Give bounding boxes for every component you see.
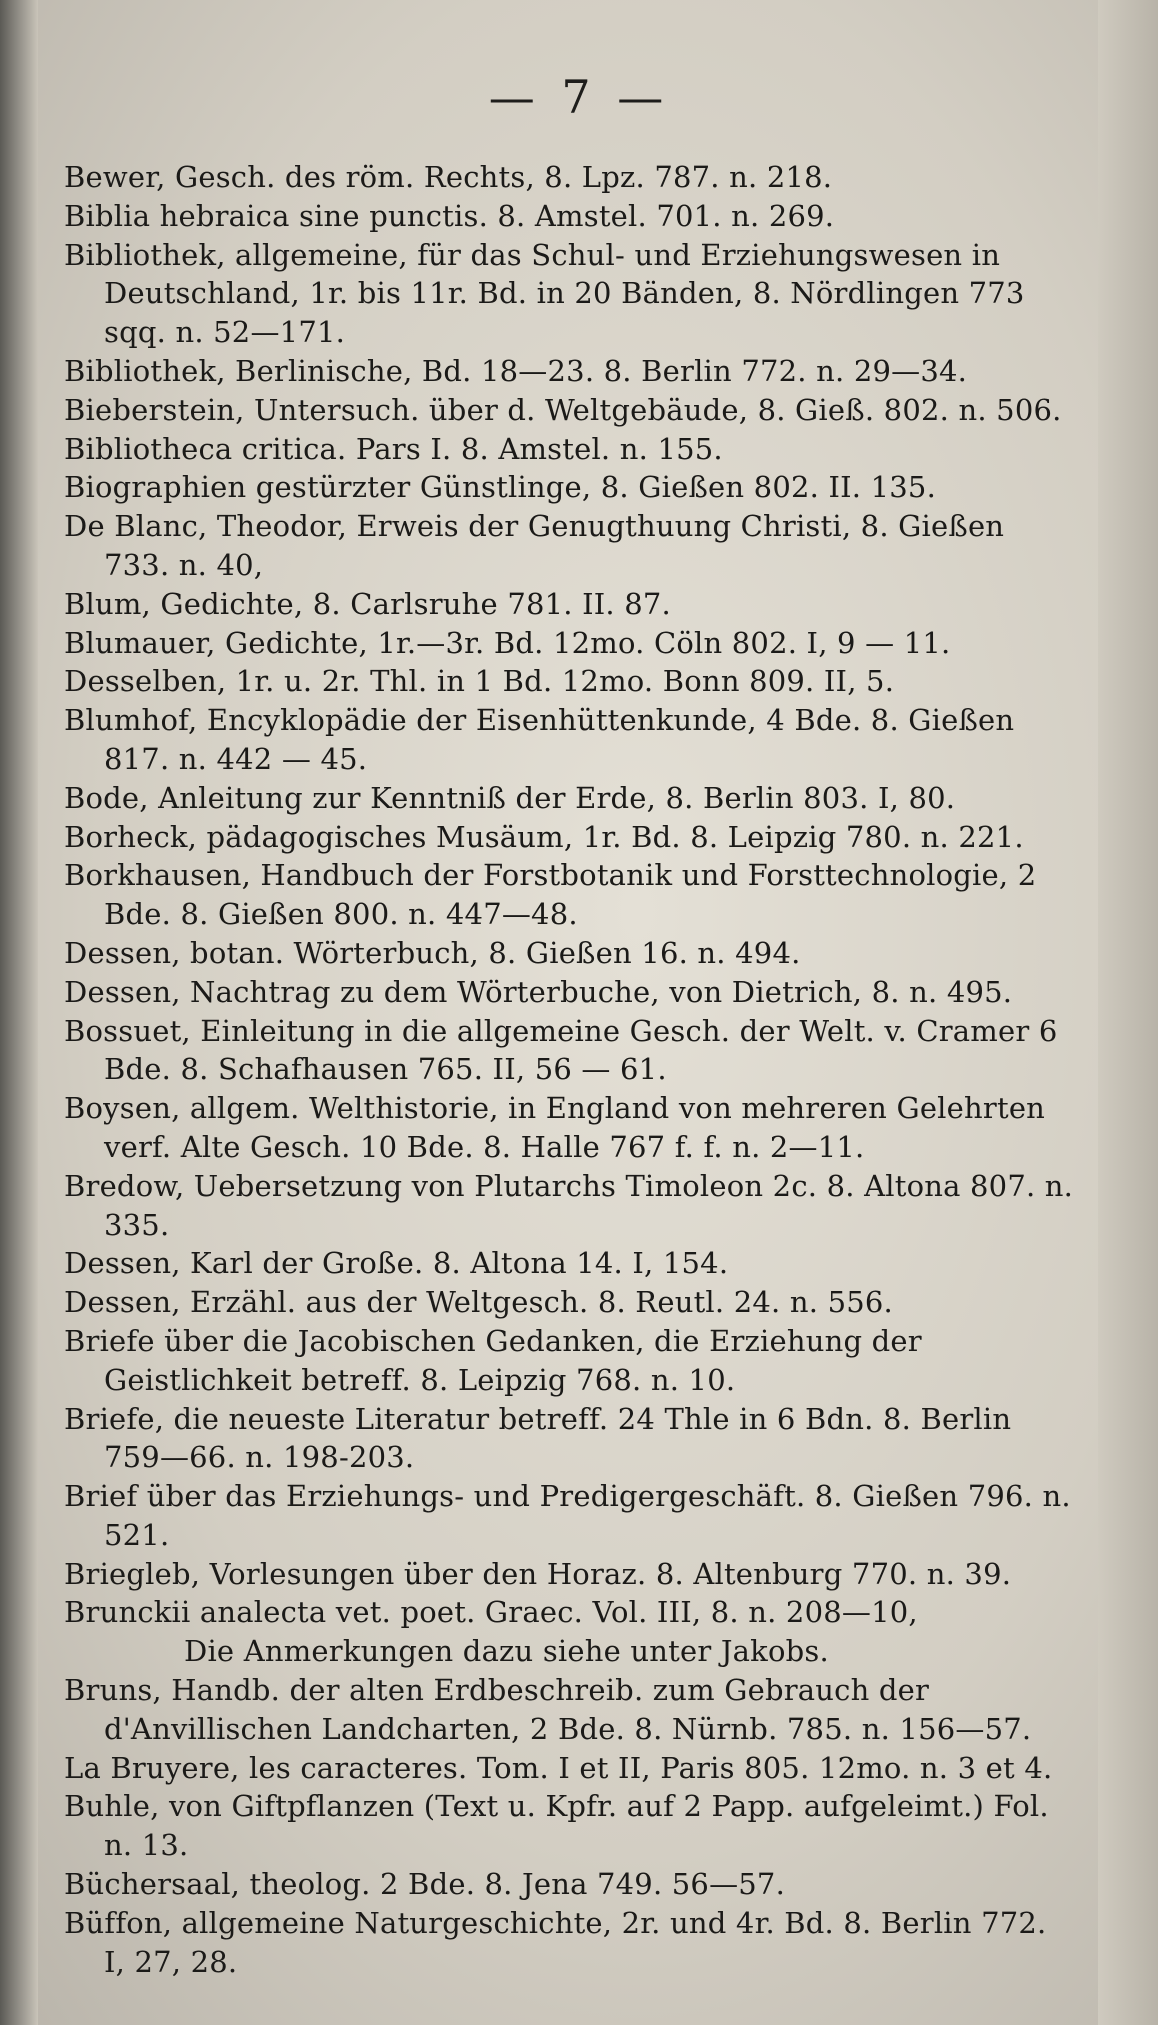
catalog-entry: Buhle, von Giftpflanzen (Text u. Kpfr. auf 2 Papp. aufgeleimt.) Fol. n. 13.	[64, 1789, 1049, 1863]
catalog-entry: Blumauer, Gedichte, 1r.—3r. Bd. 12mo. Cöln 802. I, 9 — 11.	[64, 625, 951, 660]
catalog-entry: Bibliothek, Berlinische, Bd. 18—23. 8. Berlin 772. n. 29—34.	[64, 353, 968, 388]
catalog-entry: Blumhof, Encyklopädie der Eisenhüttenkunde, 4 Bde. 8. Gießen 817. n. 442 — 45.	[64, 703, 1015, 776]
page-gutter-shadow	[0, 0, 38, 2025]
catalog-entry: Bieberstein, Untersuch. über d. Weltgebäude, 8. Gieß. 802. n. 506.	[64, 392, 1062, 427]
page-number: — 7 —	[488, 70, 670, 124]
catalog-entry: Dessen, Karl der Große. 8. Altona 14. I, 154.	[64, 1246, 729, 1281]
catalog-entry: Bossuet, Einleitung in die allgemeine Gesch. der Welt. v. Cramer 6 Bde. 8. Schafhausen 765. II, 56 — 61.	[64, 1013, 1058, 1087]
catalog-entry: Briefe über die Jacobischen Gedanken, die Erziehung der Geistlichkeit betreff. 8. Leipzig 768. n. 10.	[64, 1323, 922, 1397]
catalog-entry: Büchersaal, theolog. 2 Bde. 8. Jena 749. 56—57.	[64, 1867, 786, 1902]
catalog-entry: Biblia hebraica sine punctis. 8. Amstel. 701. n. 269.	[64, 198, 835, 233]
catalog-entry: De Blanc, Theodor, Erweis der Genugthuung Christi, 8. Gießen 733. n. 40,	[64, 509, 1005, 582]
catalog-entry: Briefe, die neueste Literatur betreff. 24 Thle in 6 Bdn. 8. Berlin 759—66. n. 198-203.	[64, 1401, 1012, 1475]
catalog-entry: Dessen, Erzähl. aus der Weltgesch. 8. Reutl. 24. n. 556.	[64, 1285, 893, 1320]
catalog-entry: Bredow, Uebersetzung von Plutarchs Timoleon 2c. 8. Altona 807. n. 335.	[64, 1168, 1074, 1242]
catalog-entry: Desselben, 1r. u. 2r. Thl. in 1 Bd. 12mo. Bonn 809. II, 5.	[64, 664, 895, 699]
catalog-entry: Briegleb, Vorlesungen über den Horaz. 8. Altenburg 770. n. 39.	[64, 1556, 1012, 1591]
catalog-entry: Borheck, pädagogisches Musäum, 1r. Bd. 8. Leipzig 780. n. 221.	[64, 819, 1024, 854]
catalog-entry: Bewer, Gesch. des röm. Rechts, 8. Lpz. 787. n. 218.	[64, 160, 833, 194]
catalog-entry-list	[64, 158, 1074, 1981]
catalog-entry: Bibliothek, allgemeine, für das Schul- und Erziehungswesen in Deutschland, 1r. bis 11r. Bd. in 20 Bänden, 8. Nördlingen 773 sqq. n. 52—171.	[64, 237, 1025, 350]
catalog-entry: Brunckii analecta vet. poet. Graec. Vol. III, 8. n. 208—10,	[64, 1595, 918, 1630]
catalog-entry: Borkhausen, Handbuch der Forstbotanik und Forsttechnologie, 2 Bde. 8. Gießen 800. n. 447—48.	[64, 858, 1037, 932]
catalog-entry: Boysen, allgem. Welthistorie, in England von mehreren Gelehrten verf. Alte Gesch. 10 Bde. 8. Halle 767 f. f. n. 2—11.	[64, 1091, 1046, 1164]
catalog-entry: Bibliotheca critica. Pars I. 8. Amstel. n. 155.	[64, 431, 723, 466]
catalog-entry: Blum, Gedichte, 8. Carlsruhe 781. II. 87.	[64, 586, 671, 621]
catalog-entry: Dessen, botan. Wörterbuch, 8. Gießen 16. n. 494.	[64, 935, 801, 970]
catalog-entry: Büffon, allgemeine Naturgeschichte, 2r. und 4r. Bd. 8. Berlin 772. I, 27, 28.	[64, 1905, 1047, 1979]
catalog-entry-note: Die Anmerkungen dazu siehe unter Jakobs.	[184, 1634, 829, 1669]
catalog-entry: La Bruyere, les caracteres. Tom. I et II, Paris 805. 12mo. n. 3 et 4.	[64, 1750, 1053, 1785]
catalog-entry: Biographien gestürzter Günstlinge, 8. Gießen 802. II. 135.	[64, 470, 936, 505]
catalog-entry: Bruns, Handb. der alten Erdbeschreib. zum Gebrauch der d'Anvillischen Landcharten, 2 Bde. 8. Nürnb. 785. n. 156—57.	[64, 1673, 1032, 1746]
page-outer-edge	[1098, 0, 1158, 2025]
catalog-entry: Bode, Anleitung zur Kenntniß der Erde, 8. Berlin 803. I, 80.	[64, 780, 956, 815]
catalog-entry: Brief über das Erziehungs- und Predigergeschäft. 8. Gießen 796. n. 521.	[64, 1479, 1071, 1552]
catalog-entry: Dessen, Nachtrag zu dem Wörterbuche, von Dietrich, 8. n. 495.	[64, 974, 1013, 1009]
